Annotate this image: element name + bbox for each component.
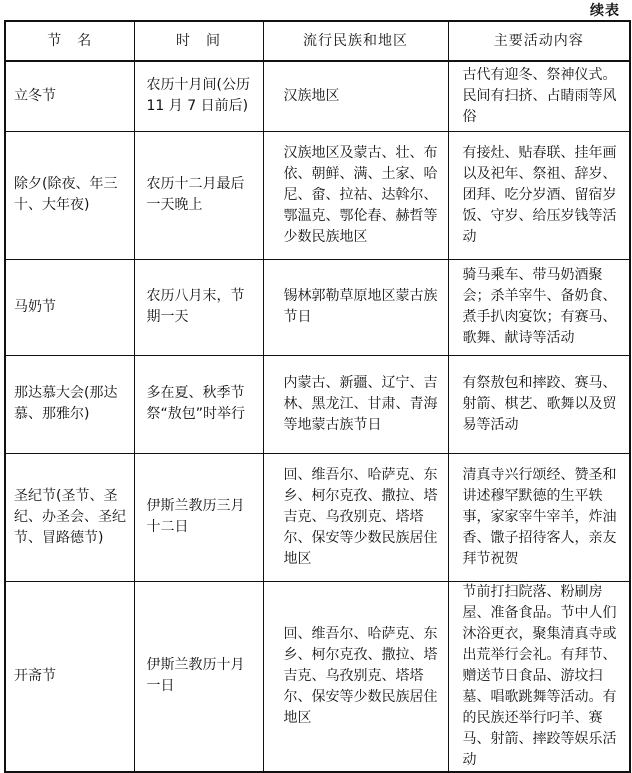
table-row (5, 61, 630, 131)
table-row (5, 581, 630, 772)
festival-activities: 有祭敖包和摔跤、赛马、射箭、棋艺、歌舞以及贸易等活动 (448, 355, 630, 453)
festival-activities: 节前打扫院落、粉刷房屋、准备食品。节中人们沐浴更衣，聚集清真寺或出荒举行会礼。有拜节、赠送节日食品、游坟扫墓、唱歌跳舞等活动。有的民族还举行叼羊、赛马、射箭、摔跤等娱乐活动 (448, 581, 630, 772)
festival-name: 马奶节 (5, 259, 134, 355)
festival-name: 圣纪节(圣节、圣纪、办圣会、圣纪节、冒路德节) (5, 453, 134, 581)
header-activities: 主要活动内容 (448, 21, 630, 61)
table-row (5, 453, 630, 581)
header-name: 节 名 (5, 21, 134, 61)
festival-time: 农历八月末，节期一天 (134, 259, 263, 355)
festival-time: 伊斯兰教历三月十二日 (134, 453, 263, 581)
header-region: 流行民族和地区 (263, 21, 448, 61)
table-row (5, 355, 630, 453)
header-time: 时 间 (134, 21, 263, 61)
festival-region: 回、维吾尔、哈萨克、东乡、柯尔克孜、撒拉、塔吉克、乌孜别克、塔塔尔、保安等少数民族居住地区 (263, 581, 448, 772)
festival-time: 伊斯兰教历十月一日 (134, 581, 263, 772)
festival-region: 汉族地区 (263, 61, 448, 131)
festival-time: 农历十月间(公历 11 月 7 日前后) (134, 61, 263, 131)
festival-name: 开斋节 (5, 581, 134, 772)
festival-activities: 骑马乘车、带马奶酒聚会；杀羊宰牛、备奶食、煮手扒肉宴饮；有赛马、歌舞、献诗等活动 (448, 259, 630, 355)
continued-label: 续表 (590, 3, 620, 19)
table-row (5, 259, 630, 355)
table-header-row (5, 21, 630, 61)
festival-region: 汉族地区及蒙古、壮、布依、朝鲜、满、土家、哈尼、畲、拉祜、达斡尔、鄂温克、鄂伦春、赫哲等少数民族地区 (263, 131, 448, 259)
table-row (5, 131, 630, 259)
festival-activities: 古代有迎冬、祭神仪式。民间有扫挤、占睛雨等风俗 (448, 61, 630, 131)
festival-name: 除夕(除夜、年三十、大年夜) (5, 131, 134, 259)
festival-time: 多在夏、秋季节祭“敖包”时举行 (134, 355, 263, 453)
festival-name: 立冬节 (5, 61, 134, 131)
festival-region: 锡林郭勒草原地区蒙古族节日 (263, 259, 448, 355)
festival-activities: 清真寺兴行颂经、赞圣和讲述穆罕默德的生平轶事，家家宰牛宰羊，炸油香、馓子招待客人，亲友拜节祝贺 (448, 453, 630, 581)
festival-activities: 有接灶、贴春联、挂年画以及祀年、祭祖、辞岁、团拜、吃分岁酒、留宿岁饭、守岁、给压岁钱等活动 (448, 131, 630, 259)
festival-region: 内蒙古、新疆、辽宁、吉林、黑龙江、甘肃、青海等地蒙古族节日 (263, 355, 448, 453)
festival-name: 那达慕大会(那达慕、那雅尔) (5, 355, 134, 453)
festival-time: 农历十二月最后一天晚上 (134, 131, 263, 259)
festival-table (4, 20, 631, 773)
festival-region: 回、维吾尔、哈萨克、东乡、柯尔克孜、撒拉、塔吉克、乌孜别克、塔塔尔、保安等少数民族居住地区 (263, 453, 448, 581)
